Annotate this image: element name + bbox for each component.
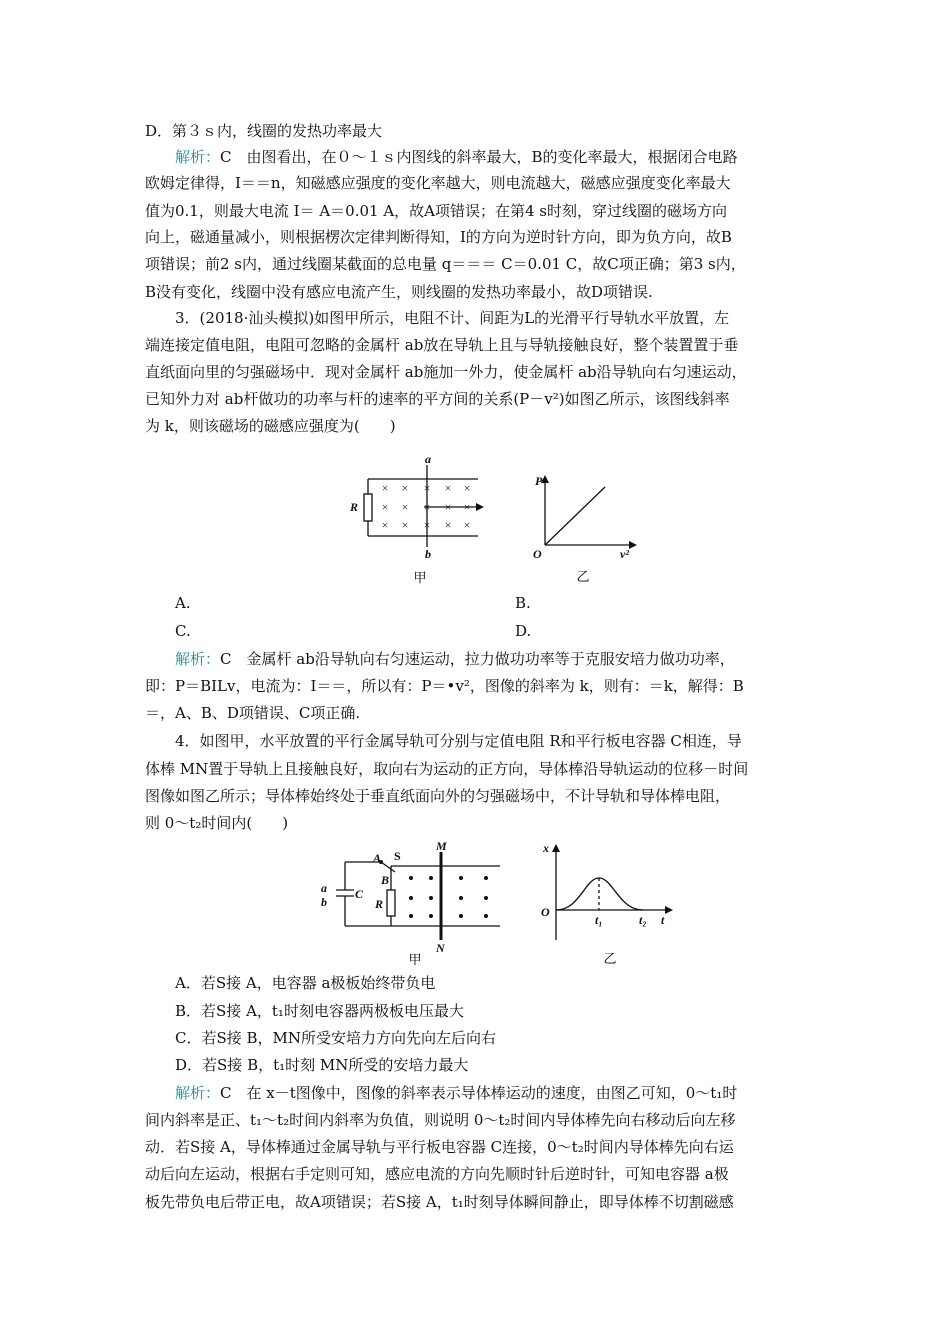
label-r: R — [350, 500, 359, 514]
a4-line-1: 解析：C 在 x－t图像中，图像的斜率表示导体棒运动的速度，由图乙可知，0～t₁时 — [175, 1084, 738, 1102]
q3-option-a: A. — [175, 594, 191, 612]
label-c: C — [355, 887, 364, 901]
figure-3-jia — [340, 450, 500, 585]
line-option-d: D．第３ｓ内，线圈的发热功率最大 — [145, 122, 383, 140]
label-m: M — [436, 840, 447, 853]
field-cross: × — [444, 481, 452, 495]
a4-line-4: 动后向左运动，根据右手定则可知，感应电流的方向先顺时针后逆时针，可知电容器 a极 — [145, 1165, 729, 1183]
analysis-line-2: 欧姆定律得，I＝＝n，知磁感应强度的变化率越大，则电流越大，磁感应强度变化率最大 — [145, 174, 731, 192]
q4-option-a: A．若S接 A，电容器 a极板始终带负电 — [175, 974, 436, 992]
analysis-label: 解析： — [175, 650, 221, 668]
a3-line-1: 解析：C 金属杆 ab沿导轨向右匀速运动，拉力做功功率等于克服安培力做功功率， — [175, 650, 735, 668]
q3-line-5: 为 k，则该磁场的磁感应强度为( ) — [145, 417, 396, 435]
figure-4-yi — [535, 838, 685, 968]
a4-line-3: 动．若S接 A，导体棒通过金属导轨与平行板电容器 C连接，0～t₂时间内导体棒先向右运 — [145, 1138, 734, 1156]
q3-line-4: 已知外力对 ab杆做功的功率与杆的速率的平方间的关系(P－v²)如图乙所示，该图线斜率 — [145, 390, 730, 408]
label-r: R — [375, 897, 384, 911]
field-cross: × — [463, 500, 471, 514]
figure-4-jia — [315, 840, 510, 968]
label-o: O — [541, 905, 550, 919]
q3-option-c: C. — [175, 622, 191, 640]
label-t: t — [661, 913, 665, 927]
analysis-label: 解析： — [175, 1084, 221, 1102]
q3-line-2: 端连接定值电阻，电阻可忽略的金属杆 ab放在导轨上且与导轨接触良好，整个装置置于垂 — [145, 336, 739, 354]
label-a: a — [425, 452, 431, 466]
field-cross: × — [423, 518, 431, 532]
analysis-line-1: 解析：C 由图看出，在０～１ｓ内图线的斜率最大，B的变化率最大，根据闭合电路 — [175, 148, 738, 166]
caption-jia: 甲 — [408, 952, 422, 967]
q4-option-c: C．若S接 B，MN所受安培力方向先向左后向右 — [175, 1029, 497, 1047]
field-cross: × — [423, 481, 431, 495]
a4-line-2: 间内斜率是正、t₁～t₂时间内斜率为负值，则说明 0～t₂时间内导体棒先向右移动后向左移 — [145, 1111, 736, 1129]
q4-line-3: 图像如图乙所示；导体棒始终处于垂直纸面向外的匀强磁场中，不计导轨和导体棒电阻， — [145, 787, 731, 805]
label-t2: t₂ — [639, 913, 647, 927]
a3-line-3: ＝，A、B、D项错误、C项正确. — [145, 704, 361, 722]
field-cross: × — [401, 481, 409, 495]
field-cross: × — [444, 518, 452, 532]
field-cross: × — [401, 500, 409, 514]
analysis-line-5: 项错误；前2 s内，通过线圈某截面的总电量 q＝＝＝ C＝0.01 C，故C项正确；第3 s内， — [145, 255, 746, 273]
caption-yi: 乙 — [576, 569, 590, 584]
label-o: O — [533, 547, 542, 561]
label-b-switch: B — [381, 873, 390, 887]
field-cross: × — [463, 518, 471, 532]
a3-line-2: 即：P＝BILv，电流为：I＝＝，所以有：P＝•v²，图像的斜率为 k，则有：＝k，解得：B — [145, 677, 744, 695]
q3-line-3: 直纸面向里的匀强磁场中．现对金属杆 ab施加一外力，使金属杆 ab沿导轨向右匀速运动， — [145, 363, 747, 381]
label-a-plate: a — [321, 881, 327, 895]
field-cross: × — [401, 518, 409, 532]
analysis-label: 解析： — [175, 148, 221, 166]
q4-option-d: D．若S接 B，t₁时刻 MN所受的安培力最大 — [175, 1056, 469, 1074]
figure-3-yi — [525, 470, 645, 585]
label-a-switch: A — [373, 851, 382, 865]
label-p: P — [535, 474, 543, 488]
label-x: x — [543, 841, 549, 855]
analysis-line-6: B没有变化，线圈中没有感应电流产生，则线圈的发热功率最小，故D项错误. — [145, 283, 653, 301]
q4-line-4: 则 0～t₂时间内( ) — [145, 814, 289, 832]
q3-option-d: D. — [515, 622, 532, 640]
label-b-plate: b — [321, 895, 327, 909]
a4-line-5: 板先带负电后带正电，故A项错误；若S接 A，t₁时刻导体瞬间静止，即导体棒不切割磁感 — [145, 1193, 734, 1211]
q4-line-1: 4．如图甲，水平放置的平行金属导轨可分别与定值电阻 R和平行板电容器 C相连，导 — [175, 732, 742, 750]
q3-line-1: 3．(2018·汕头模拟)如图甲所示，电阻不计、间距为L的光滑平行导轨水平放置，左 — [175, 309, 730, 327]
analysis-line-3: 值为0.1，则最大电流 I＝ A＝0.01 A，故A项错误；在第4 s时刻，穿过线圈的磁场方向 — [145, 202, 727, 220]
q4-line-2: 体棒 MN置于导轨上且接触良好，取向右为运动的正方向，导体棒沿导轨运动的位移－时间 — [145, 760, 749, 778]
field-cross: × — [463, 481, 471, 495]
field-cross: × — [444, 500, 452, 514]
caption-jia: 甲 — [413, 570, 427, 585]
field-cross: × — [381, 500, 389, 514]
label-n: N — [436, 941, 445, 955]
label-b: b — [425, 547, 431, 561]
q4-option-b: B．若S接 A，t₁时刻电容器两极板电压最大 — [175, 1002, 464, 1020]
field-cross: × — [381, 481, 389, 495]
analysis-line-4: 向上，磁通量减小，则根据楞次定律判断得知，I的方向为逆时针方向，即为负方向，故B — [145, 228, 732, 246]
label-t1: t₁ — [595, 913, 603, 927]
q3-option-b: B. — [515, 594, 531, 612]
field-cross: × — [423, 500, 431, 514]
label-s: S — [394, 849, 401, 863]
field-cross: × — [381, 518, 389, 532]
label-v2: v² — [620, 547, 629, 561]
caption-yi: 乙 — [603, 951, 617, 966]
